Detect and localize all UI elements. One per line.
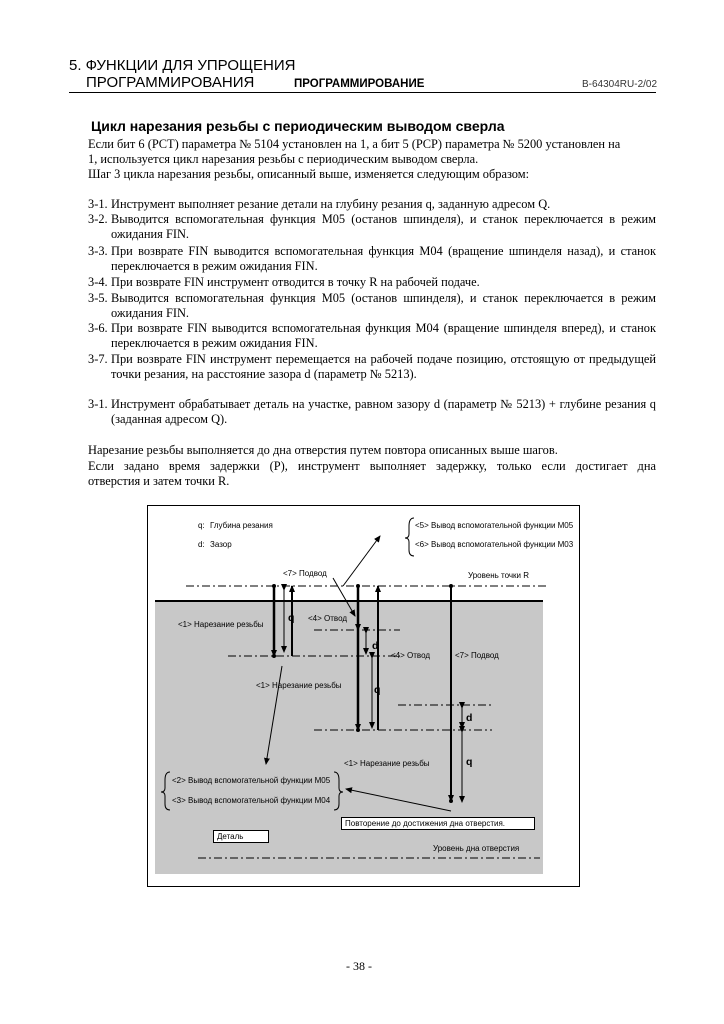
label-cut-top: <1> Нарезание резьбы [178,620,264,629]
label-approach-mid: <7> Подвод [455,651,499,660]
step-text: Инструмент выполняет резание детали на глубину резания q, заданную адресом Q. [111,197,551,211]
label-aux6: <6> Вывод вспомогательной функции M03 [415,540,574,549]
label-level-bottom: Уровень дна отверстия [433,844,520,853]
point-dot [449,799,453,803]
chapter-title-line2: ПРОГРАММИРОВАНИЯ [86,74,255,91]
legend-q-key: q: [198,521,205,530]
point-dot [449,584,453,588]
label-approach: <7> Подвод [283,569,327,578]
chapter-title-line1: 5. ФУНКЦИИ ДЛЯ УПРОЩЕНИЯ [69,57,296,74]
legend-d-text: Зазор [210,540,232,549]
step-item [88,197,656,212]
point-dot [356,584,360,588]
point-dot [356,728,360,732]
page-number: - 38 - [346,959,372,973]
step-text: При возврате FIN выводится вспомогательная функция M04 (вращение шпинделя вперед), и станок переключается в режим ожидания FIN. [111,321,656,350]
step-item [88,352,656,382]
label-d-2: d [466,712,473,724]
step-number: 3-7. [88,352,108,366]
step-item [88,275,656,290]
label-aux2: <2> Вывод вспомогательной функции M05 [172,776,331,785]
label-level-r: Уровень точки R [468,571,530,580]
repeat-note: Повторение до достижения дна отверстия. [341,817,535,830]
intro-line: 1, используется цикл нарезания резьбы с периодическим выводом сверла. [88,152,479,166]
step-text: Выводится вспомогательная функция M05 (останов шпинделя), и станок переключается в режим ожидания FIN. [111,212,656,241]
step-text: Выводится вспомогательная функция M05 (останов шпинделя), и станок переключается в режим ожидания FIN. [111,291,656,320]
step-item [88,244,656,274]
label-aux5: <5> Вывод вспомогательной функции M05 [415,521,574,530]
outro-line: Если задано время задержки (P), инструмент выполняет задержку, только если достигает дна [88,459,656,473]
step-item-repeat [88,397,656,427]
intro-line: Если бит 6 (PCT) параметра № 5104 установлен на 1, а бит 5 (PCP) параметра № 5200 установлен на [88,137,621,151]
brace-right-aux [334,772,343,810]
label-retract-top: <4> Отвод [308,614,348,623]
label-retract-mid: <4> Отвод [391,651,431,660]
step-item [88,321,656,351]
step-text: Инструмент обрабатывает деталь на участке, равном зазору d (параметр № 5213) + глубине резания q (заданная адресом Q). [111,397,656,426]
step-text: При возврате FIN инструмент перемещается на рабочей подаче позицию, отстоящую от предыдущей точки резания, на расстояние зазора d (параметр № 5213). [111,352,656,381]
section-title: ПРОГРАММИРОВАНИЕ [294,78,425,90]
label-q-3: q [466,756,473,768]
section-heading: Цикл нарезания резьбы с периодическим выводом сверла [91,118,505,134]
step-number: 3-4. [88,275,108,289]
step-text: При возврате FIN инструмент отводится в точку R на рабочей подаче. [111,275,480,289]
step-text: При возврате FIN выводится вспомогательная функция M04 (вращение шпинделя назад), и станок переключается в режим ожидания FIN. [111,244,656,273]
label-cut-bottom: <1> Нарезание резьбы [344,759,430,768]
header-rule [69,92,656,93]
legend-d-key: d: [198,540,205,549]
step-number: 3-1. [88,397,108,411]
label-q-2: q [374,684,381,696]
part-label: Деталь [213,830,269,843]
outro-line: отверстия и затем точки R. [88,474,230,488]
step-number: 3-1. [88,197,108,211]
label-q-1: q [288,612,295,624]
document-code: B-64304RU-2/02 [582,79,658,90]
callout-arrow-aux5 [343,536,380,586]
intro-line: Шаг 3 цикла нарезания резьбы, описанный выше, изменяется следующим образом: [88,167,530,181]
step-number: 3-5. [88,291,108,305]
label-aux3: <3> Вывод вспомогательной функции M04 [172,796,331,805]
point-dot [272,654,276,658]
callout-arrow-approach [333,578,355,616]
step-number: 3-6. [88,321,108,335]
step-item [88,291,656,321]
callout-arrow-aux3 [346,789,451,811]
outro-line: Нарезание резьбы выполняется до дна отверстия путем повтора описанных выше шагов. [88,443,558,457]
legend-q-text: Глубина резания [210,521,273,530]
step-number: 3-3. [88,244,108,258]
step-item [88,212,656,242]
label-cut-mid: <1> Нарезание резьбы [256,681,342,690]
brace-aux5-aux6 [405,518,414,556]
brace-aux2-aux3 [161,772,170,810]
peck-tapping-diagram [147,505,580,887]
step-number: 3-2. [88,212,108,226]
label-d-1: d [372,640,379,652]
point-dot [272,584,276,588]
